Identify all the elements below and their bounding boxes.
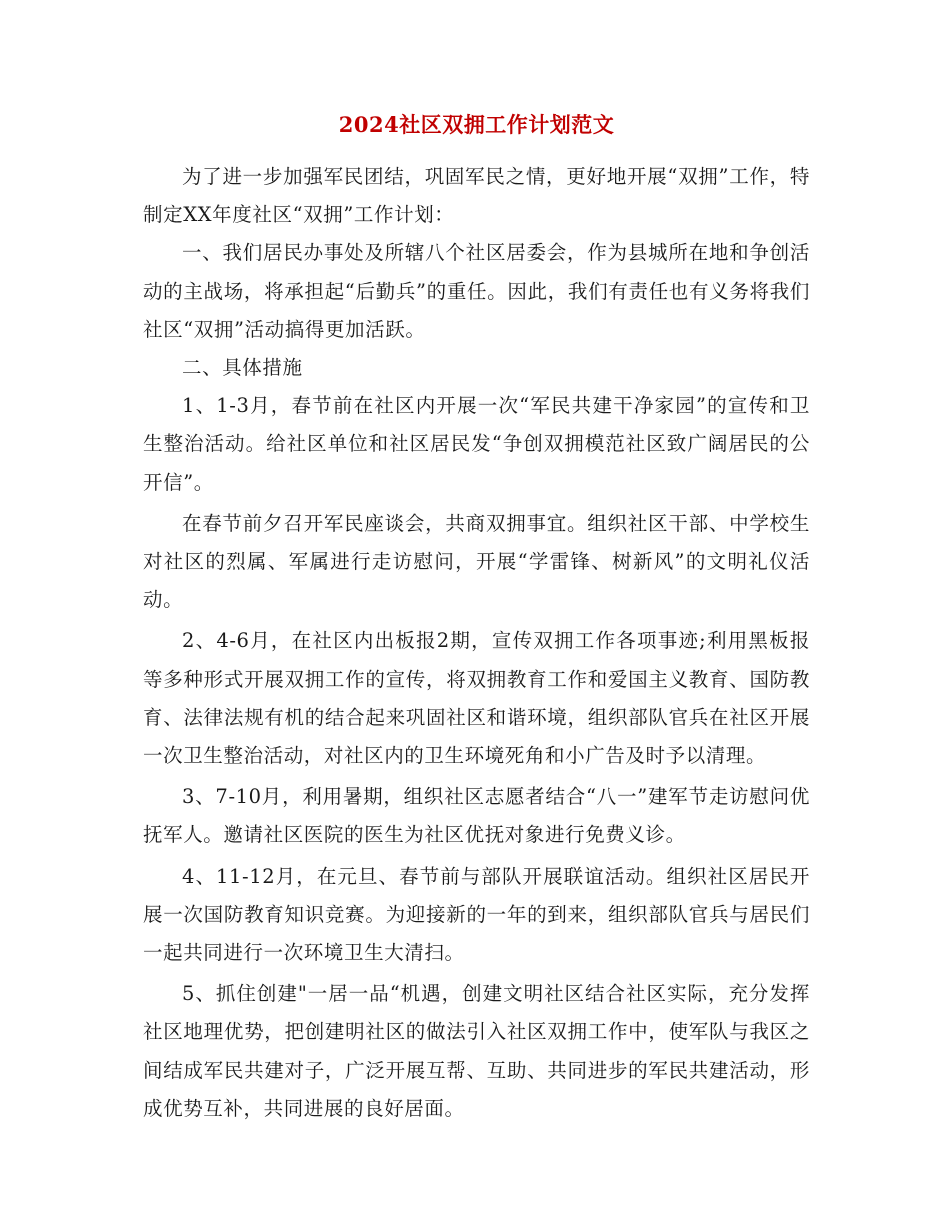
paragraph-measure-1-cont: 在春节前夕召开军民座谈会，共商双拥事宜。组织社区干部、中学校生对社区的烈属、军属进行走访慰问，开展“学雷锋、树新风”的文明礼仪活动。 [143, 511, 810, 612]
paragraph-measure-1: 1、1-3月，春节前在社区内开展一次“军民共建干净家园”的宣传和卫生整治活动。给社区单位和社区居民发“争创双拥模范社区致广阔居民的公开信”。 [143, 394, 810, 494]
paragraph-measure-5: 5、抓住创建"一居一品“机遇，创建文明社区结合社区实际，充分发挥社区地理优势，把创建明社区的做法引入社区双拥工作中，使军队与我区之间结成军民共建对子，广泛开展互帮、互助、共同进步的军民共建活动，形成优势互补，共同进展的良好居面。 [143, 982, 810, 1120]
paragraph-measure-4: 4、11-12月，在元旦、春节前与部队开展联谊活动。组织社区居民开展一次国防教育知识竞赛。为迎接新的一年的到来，组织部队官兵与居民们一起共同进行一次环境卫生大清扫。 [143, 864, 810, 965]
paragraph-measure-3: 3、7-10月，利用暑期，组织社区志愿者结合“八一”建军节走访慰问优抚军人。邀请社区医院的医生为社区优抚对象进行免费义诊。 [143, 785, 810, 847]
paragraph-intro: 为了进一步加强军民团结，巩固军民之情，更好地开展“双拥”工作，特制定XX年度社区“双拥”工作计划： [143, 165, 810, 227]
document-title: 2024社区双拥工作计划范文 [338, 112, 615, 137]
section-heading-measures: 二、具体措施 [182, 356, 303, 380]
paragraph-measure-2: 2、4-6月，在社区内出板报2期，宣传双拥工作各项事迹;利用黑板报等多种形式开展双拥工作的宣传，将双拥教育工作和爱国主义教育、国防教育、法律法规有机的结合起来巩固社区和谐环境，组织部队官兵在社区开展一次卫生整治活动，对社区内的卫生环境死角和小广告及时予以清理。 [143, 629, 810, 768]
paragraph-section-one: 一、我们居民办事处及所辖八个社区居委会，作为县城所在地和争创活动的主战场，将承担起“后勤兵”的重任。因此，我们有责任也有义务将我们社区“双拥”活动搞得更加活跃。 [143, 241, 810, 341]
document-body [143, 110, 810, 1128]
